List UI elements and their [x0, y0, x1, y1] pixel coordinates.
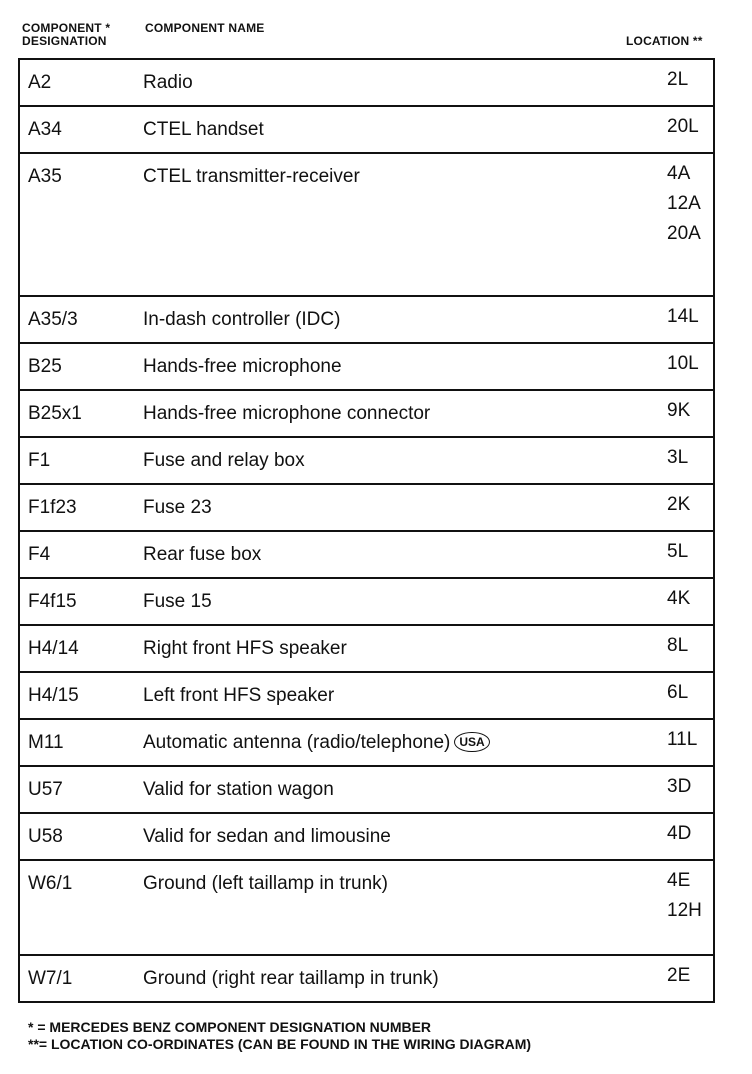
location-code: 4E: [667, 870, 691, 891]
location-cell: [667, 302, 711, 332]
component-designation: A2: [28, 72, 52, 93]
footnote-designation: * = MERCEDES BENZ COMPONENT DESIGNATION NUMBER: [28, 1019, 432, 1035]
location-code: 2L: [667, 69, 689, 90]
location-code: 4D: [667, 823, 692, 844]
footnote-location: **= LOCATION CO-ORDINATES (CAN BE FOUND IN THE WIRING DIAGRAM): [28, 1036, 532, 1052]
component-name-cell: [143, 447, 643, 475]
component-name-cell: [143, 400, 643, 428]
component-name: Radio: [143, 72, 193, 93]
component-designation: B25: [28, 356, 62, 377]
table-row: [20, 673, 713, 720]
location-cell: [667, 537, 711, 567]
component-name: Valid for station wagon: [143, 779, 334, 800]
table-row: [20, 861, 713, 956]
location-code: 5L: [667, 541, 689, 562]
component-name: Hands-free microphone: [143, 356, 342, 377]
component-name: Automatic antenna (radio/telephone): [143, 732, 451, 753]
location-code: 6L: [667, 682, 689, 703]
component-name-cell: [143, 306, 643, 334]
location-code: 4K: [667, 588, 691, 609]
location-code: 3D: [667, 776, 692, 797]
location-cell: [667, 678, 711, 708]
table-row: [20, 297, 713, 344]
component-name: Fuse and relay box: [143, 450, 305, 471]
table-row: [20, 485, 713, 532]
location-code: 2E: [667, 965, 691, 986]
table-row: [20, 344, 713, 391]
component-name: Ground (right rear taillamp in trunk): [143, 968, 439, 989]
table-row: [20, 107, 713, 154]
component-designation: F4: [28, 544, 51, 565]
component-designation: F4f15: [28, 591, 77, 612]
header-component-name: COMPONENT NAME: [145, 21, 265, 35]
location-cell: [667, 961, 711, 991]
table-row: [20, 720, 713, 767]
location-code: 20L: [667, 116, 699, 137]
component-name: Rear fuse box: [143, 544, 262, 565]
table-row: [20, 154, 713, 297]
component-designation: A34: [28, 119, 62, 140]
component-name-cell: [143, 69, 643, 97]
table-row: [20, 767, 713, 814]
component-designation: B25x1: [28, 403, 82, 424]
location-cell: [667, 159, 711, 249]
component-designation: F1f23: [28, 497, 77, 518]
component-name: Ground (left taillamp in trunk): [143, 873, 388, 894]
location-cell: [667, 584, 711, 614]
component-name: Right front HFS speaker: [143, 638, 347, 659]
location-cell: [667, 443, 711, 473]
location-cell: [667, 819, 711, 849]
component-name-cell: [143, 729, 643, 757]
table-row: [20, 956, 713, 1003]
location-cell: [667, 490, 711, 520]
component-name-cell: [143, 353, 643, 381]
location-code: 9K: [667, 400, 691, 421]
component-designation: U58: [28, 826, 63, 847]
location-cell: [667, 772, 711, 802]
location-cell: [667, 631, 711, 661]
component-name-cell: [143, 116, 643, 144]
component-designation: W7/1: [28, 968, 73, 989]
component-name: In-dash controller (IDC): [143, 309, 341, 330]
table-row: [20, 391, 713, 438]
location-code: 2K: [667, 494, 691, 515]
component-designation: A35: [28, 166, 62, 187]
location-cell: [667, 396, 711, 426]
table-row: [20, 814, 713, 861]
location-code: 8L: [667, 635, 689, 656]
location-code: 3L: [667, 447, 689, 468]
location-cell: [667, 65, 711, 95]
component-table: [18, 58, 715, 1003]
component-name-cell: [143, 682, 643, 710]
location-code: 20A: [667, 223, 701, 244]
location-code: 12A: [667, 193, 701, 214]
component-designation: H4/15: [28, 685, 79, 706]
location-cell: [667, 866, 711, 926]
component-name: CTEL handset: [143, 119, 264, 140]
component-name-cell: [143, 163, 643, 191]
component-name: Hands-free microphone connector: [143, 403, 431, 424]
component-name: Fuse 15: [143, 591, 212, 612]
table-row: [20, 60, 713, 107]
table-row: [20, 438, 713, 485]
component-name-cell: [143, 494, 643, 522]
component-name-cell: [143, 635, 643, 663]
component-name-cell: [143, 870, 643, 898]
component-name-cell: [143, 541, 643, 569]
location-cell: [667, 349, 711, 379]
component-name: Left front HFS speaker: [143, 685, 335, 706]
component-name: Fuse 23: [143, 497, 212, 518]
location-code: 14L: [667, 306, 699, 327]
component-name-cell: [143, 588, 643, 616]
location-cell: [667, 112, 711, 142]
location-code: 10L: [667, 353, 699, 374]
component-designation: M11: [28, 732, 64, 753]
table-row: [20, 626, 713, 673]
table-row: [20, 579, 713, 626]
component-name-cell: [143, 776, 643, 804]
component-designation: F1: [28, 450, 51, 471]
location-code: 11L: [667, 729, 698, 750]
location-code: 12H: [667, 900, 702, 921]
component-name: Valid for sedan and limousine: [143, 826, 391, 847]
component-name: CTEL transmitter-receiver: [143, 166, 360, 187]
component-designation: U57: [28, 779, 63, 800]
component-designation: A35/3: [28, 309, 78, 330]
component-name-cell: [143, 965, 643, 993]
header-location: LOCATION **: [626, 34, 703, 48]
component-designation: H4/14: [28, 638, 79, 659]
usa-badge: USA: [454, 732, 489, 752]
component-designation: W6/1: [28, 873, 73, 894]
location-code: 4A: [667, 163, 691, 184]
header-designation: COMPONENT * DESIGNATION: [22, 21, 111, 48]
location-cell: [667, 725, 711, 755]
table-row: [20, 532, 713, 579]
component-name-cell: [143, 823, 643, 851]
